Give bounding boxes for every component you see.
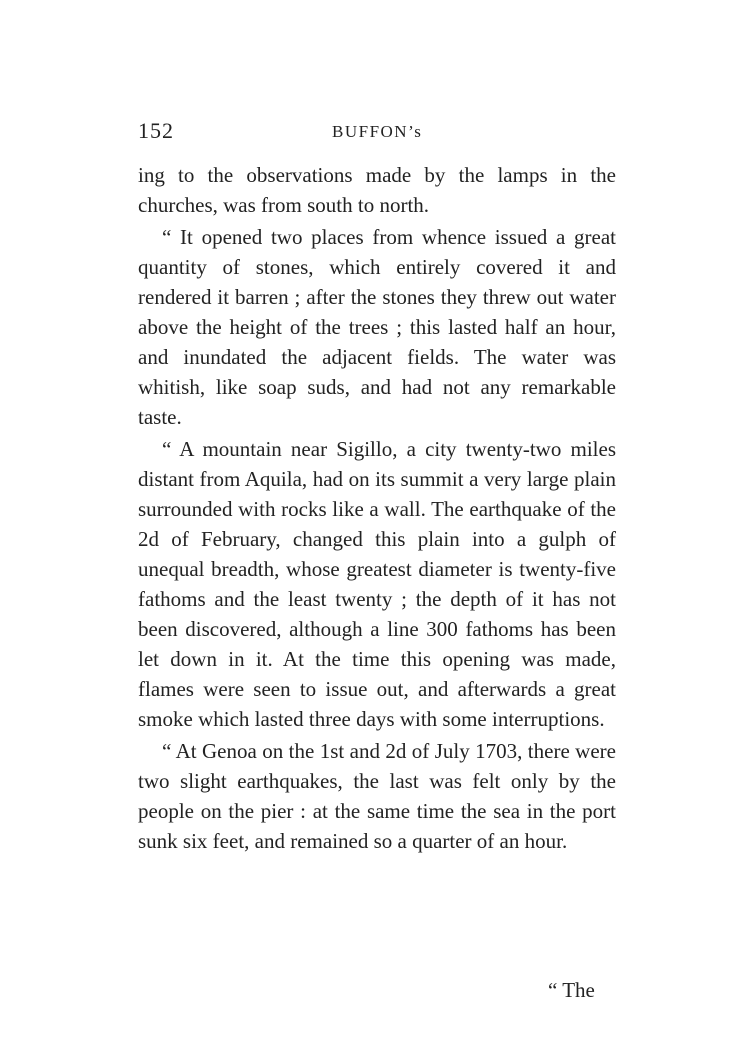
page-header [138, 118, 616, 148]
body-text [138, 160, 616, 858]
running-head: BUFFON’s [332, 122, 423, 141]
paragraph-quote-sigillo: “ A mountain near Sigillo, a city twenty-two miles distant from Aquila, had on its summit a very large plain surrounded with rocks like a wall. The earthquake of the 2d of February, changed this plain into a gulph of unequal breadth, whose greatest diameter is twenty-five fathoms and the least twenty ; the depth of it has not been discovered, although a line 300 fathoms has been let down in it. At the time this opening was made, flames were seen to issue out, and afterwards a great smoke which lasted three days with some interruptions. [138, 437, 616, 731]
paragraph-quote-genoa: “ At Genoa on the 1st and 2d of July 1703, there were two slight earthquakes, the last was felt only by the people on the pier : at the same time the sea in the port sunk six feet, and remained so a quarter of an hour. [138, 739, 616, 853]
page-number: 152 [138, 118, 174, 143]
catchword: “ The [548, 978, 595, 1002]
paragraph-continuation: ing to the observations made by the lamps in the churches, was from south to north. [138, 163, 616, 217]
paragraph-quote-stones: “ It opened two places from whence issued a great quantity of stones, which entirely covered it and rendered it barren ; after the stones they threw out water above the height of the trees ; this lasted half an hour, and inundated the adjacent fields. The water was whitish, like soap suds, and had not any remarkable taste. [138, 225, 616, 429]
